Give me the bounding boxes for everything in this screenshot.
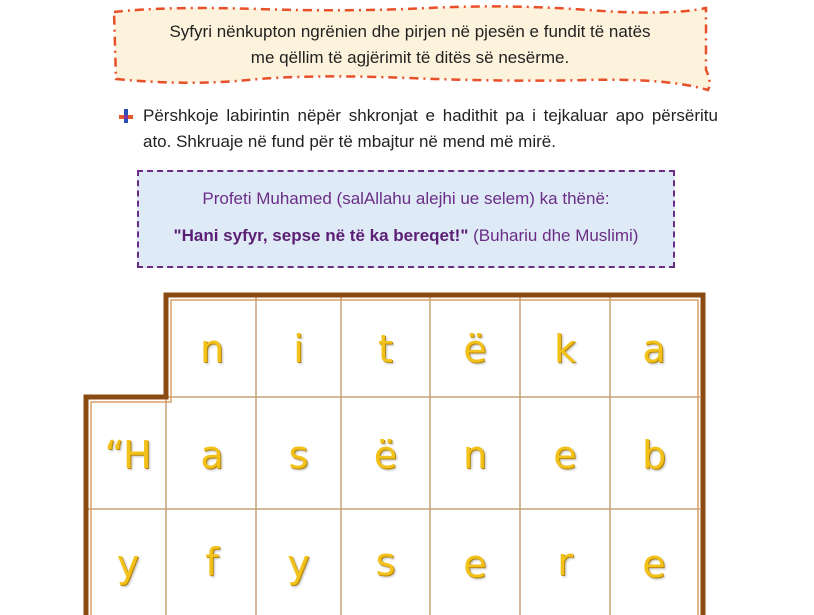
maze-cell: “H [104, 432, 152, 477]
hadith-box [137, 170, 675, 268]
note-line-2: me qëllim të agjërimit të ditës së nesërme. [250, 48, 570, 67]
hadith-intro: Profeti Muhamed (salAllahu alejhi ue selem) ka thënë: [202, 189, 610, 208]
maze-cell: s [375, 540, 396, 584]
maze-cell: i [293, 326, 304, 371]
maze-cell: e [553, 432, 577, 477]
hadith-source: (Buhariu dhe Muslimi) [468, 226, 639, 245]
maze-cell: a [200, 432, 224, 477]
maze-cell: y [116, 541, 140, 586]
hadith-line [139, 226, 673, 246]
maze-cell: e [642, 541, 666, 586]
note-text [120, 19, 700, 71]
maze-cell: s [288, 432, 309, 477]
maze-cell: ë [463, 326, 487, 371]
maze-cell: n [199, 326, 225, 371]
maze-cell: y [287, 541, 310, 586]
maze-cell: r [557, 540, 573, 584]
hadith-quote: "Hani syfyr, sepse në të ka bereqet!" [173, 226, 469, 245]
maze-cell: b [641, 432, 667, 477]
maze-cell: k [553, 326, 576, 371]
maze-cell: n [462, 432, 488, 477]
instruction-text: Përshkoje labirintin nëpër shkronjat e hadithit pa i tejkaluar apo përsëritu ato. Shkruaje në fund për të mbajtur në mend më mirë. [143, 106, 718, 151]
pointing-hand-icon [117, 107, 135, 125]
maze-cell: f [205, 540, 219, 584]
maze-cell: ë [373, 432, 398, 477]
maze-cell: a [642, 326, 666, 371]
maze-cell: t [378, 326, 393, 371]
maze-cell: e [463, 541, 487, 586]
note-line-1: Syfyri nënkupton ngrënien dhe pirjen në pjesën e fundit të natës [169, 22, 651, 41]
